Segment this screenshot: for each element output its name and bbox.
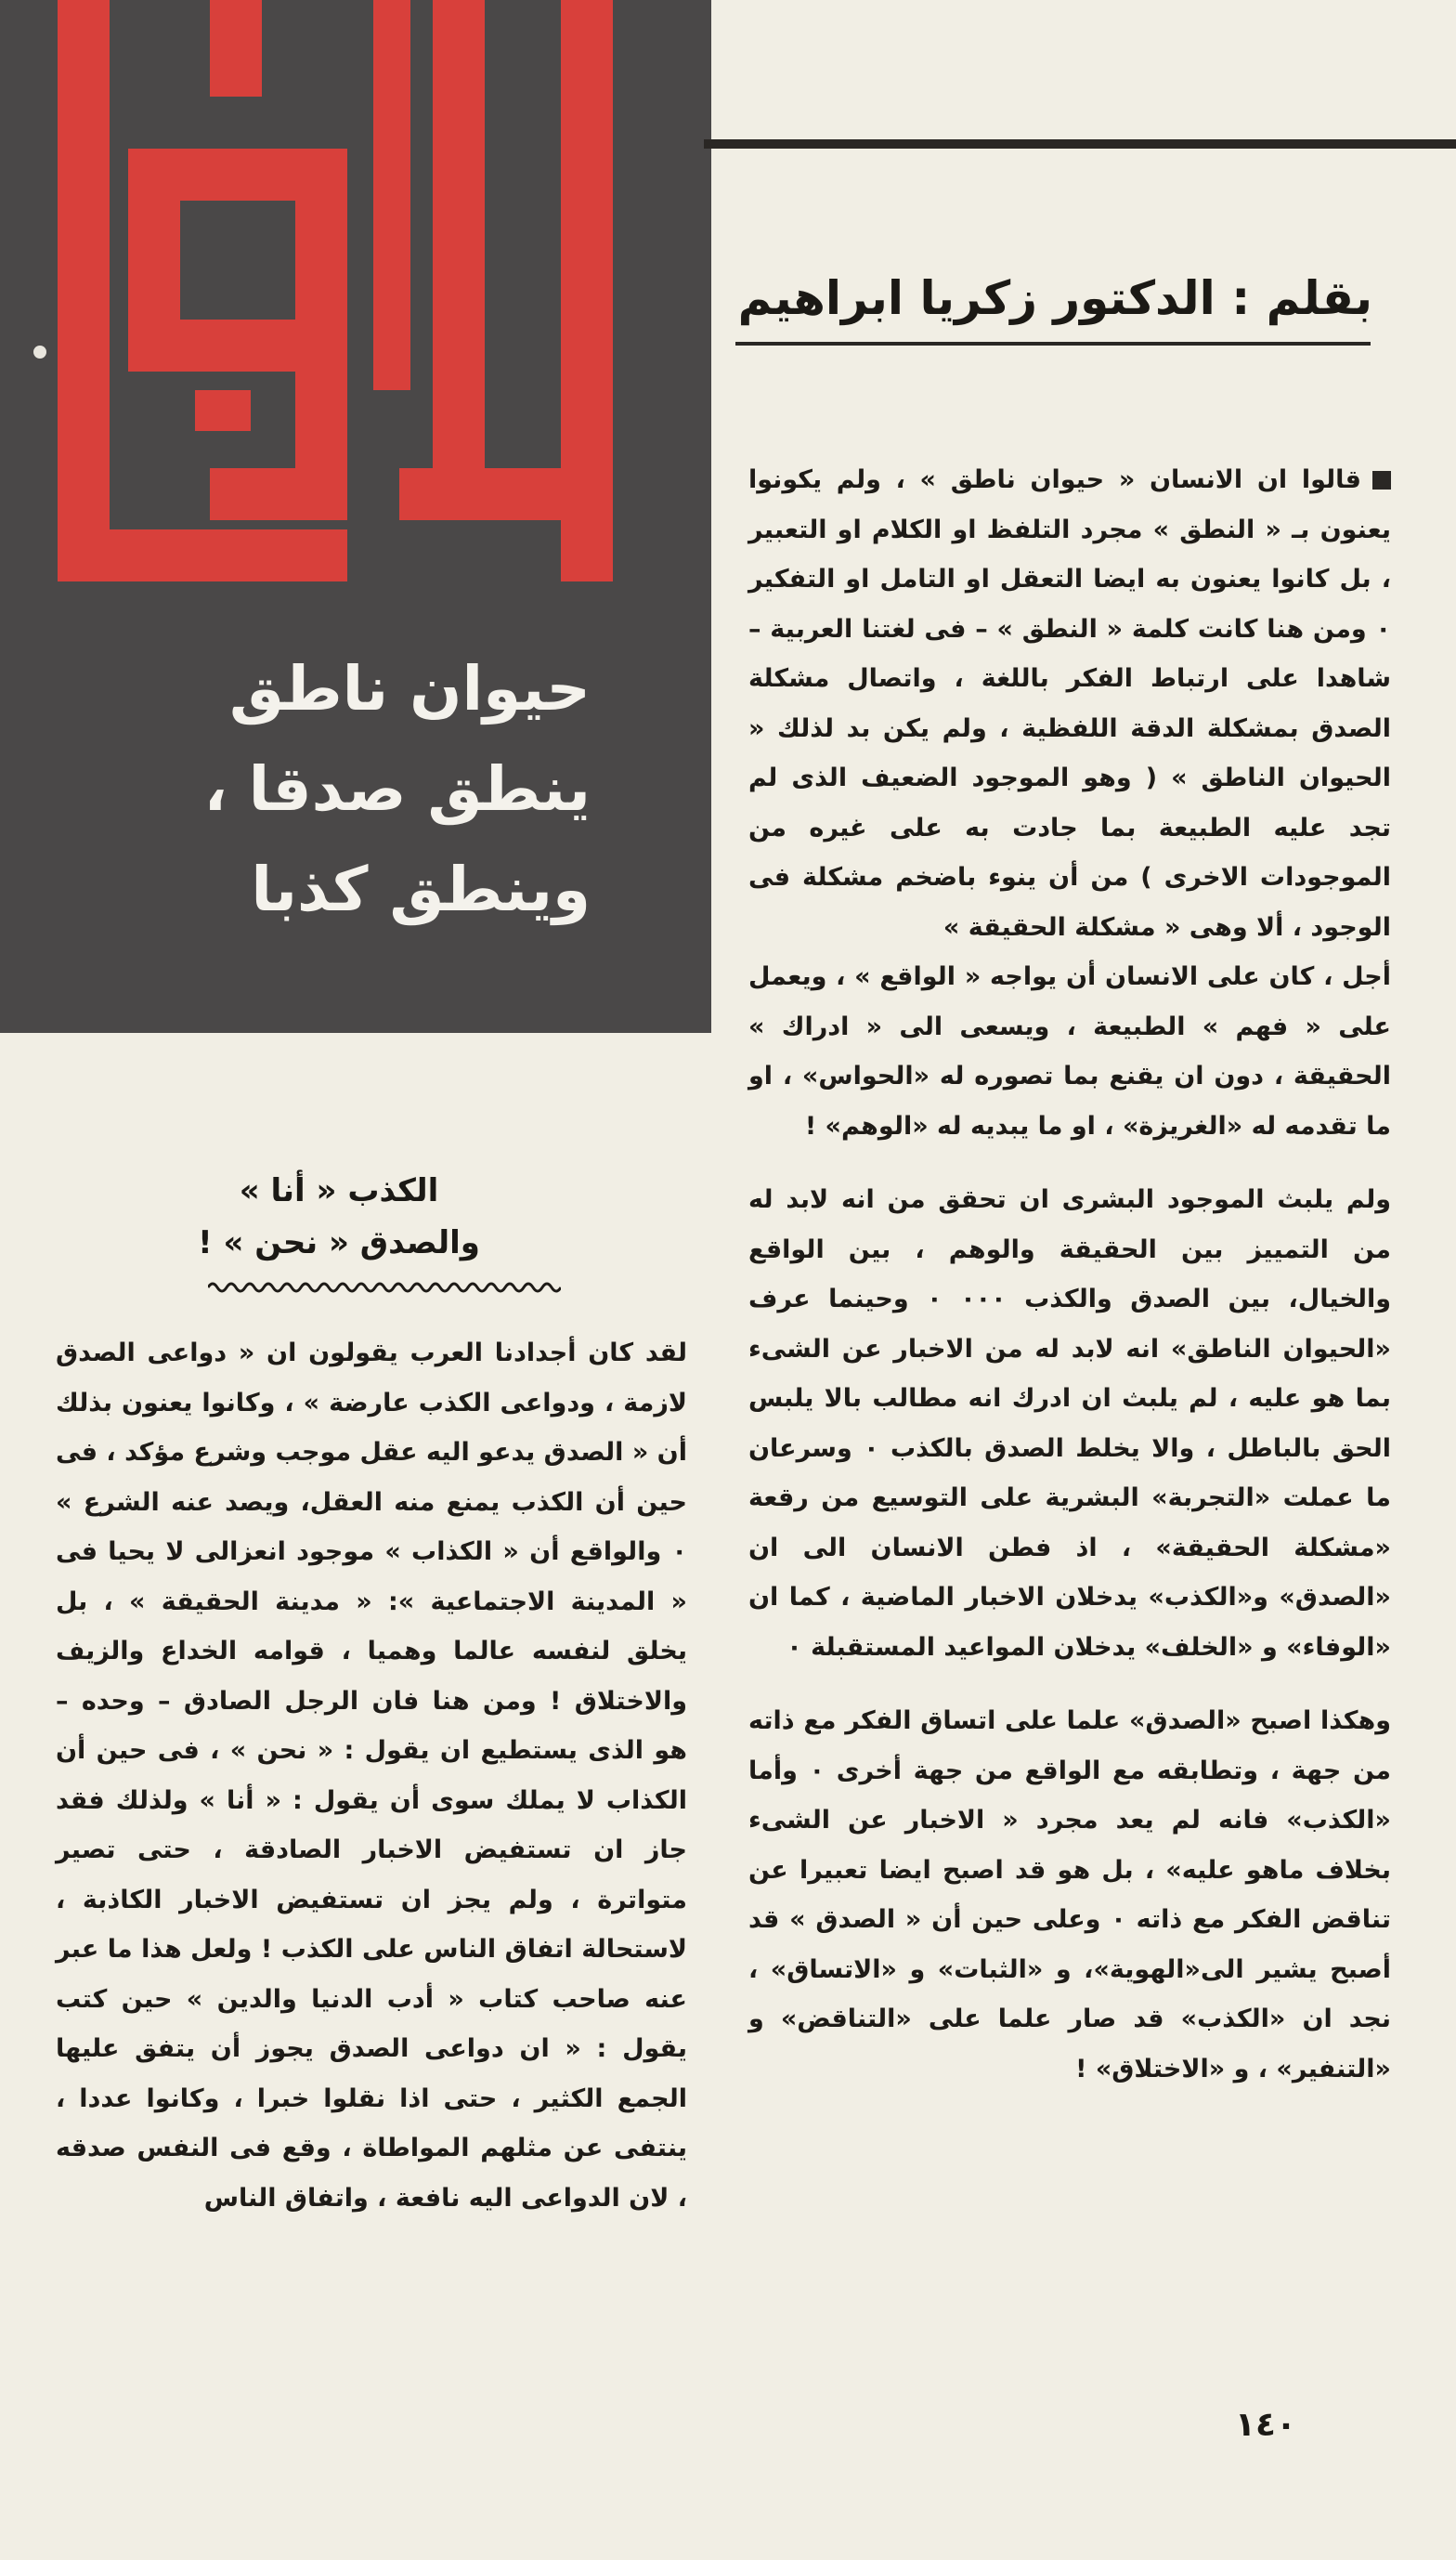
title-banner <box>0 0 711 1033</box>
author-byline: بقلم : الدكتور زكريا ابراهيم <box>737 271 1372 325</box>
subtitle-line-1: حيوان ناطق <box>228 653 591 725</box>
paragraph: لقد كان أجدادنا العرب يقولون ان « دواعى الصدق لازمة ، ودواعى الكذب عارضة » ، وكانوا يعنون بذلك أن « الصدق يدعو اليه عقل موجب وشرع مؤكد ، فى حين أن الكذب يمنع منه العقل، ويصد عنه الشرع » ٠ والواقع أن « الكذاب » موجود انعزالى لا يحيا فى « المدينة الاجتماعية »: « مدينة الحقيقة » ، بل يخلق لنفسه عالما وهميا ، قوامه الخداع والزيف والاختلاق ! ومن هنا فان الرجل الصادق – وحده – هو الذى يستطيع ان يقول : « نحن » ، فى حين أن الكذاب لا يملك سوى أن يقول : « أنا » ولذلك فقد جاز ان تستفيض الاخبار الصادقة ، حتى تصير متواترة ، ولم يجز ان تستفيض الاخبار الكاذبة ، لاستحالة اتفاق الناس على الكذب ! ولعل هذا ما عبر عنه صاحب كتاب « أدب الدنيا والدين » حين كتب يقول : « ان دواعى الصدق يجوز أن يتفق عليها الجمع الكثير ، حتى اذا نقلوا خبرا ، وكانوا عددا ، ينتفى عن مثلهم المواطاة ، وقع فى النفس صدقه ، لان الدواعى اليه نافعة ، واتفاق الناس <box>56 1339 687 2213</box>
banner-subtitle <box>15 639 591 940</box>
section-heading-line-2: والصدق « نحن » ! <box>198 1224 480 1261</box>
paragraph-text: قالوا ان الانسان « حيوان ناطق » ، ولم يكونوا يعنون بـ « النطق » مجرد التلفظ او الكلام او التعبير ، بل كانوا يعنون به ايضا التعقل او التامل او التفكير ٠ ومن هنا كانت كلمة « النطق » – فى لغتنا العربية – شاهدا على ارتباط الفكر باللغة ، واتصال مشكلة الصدق بمشكلة الدقة اللفظية ، ولم يكن بد لذلك « الحيوان الناطق » ( وهو الموجود الضعيف الذى لم تجد عليه الطبيعة بما جادت به على غيره من الموجودات الاخرى ) من أن ينوء باضخم مشكلة فى الوجود ، ألا وهى « مشكلة الحقيقة » <box>748 465 1391 942</box>
article-column-right <box>748 455 1391 2094</box>
paragraph: وهكذا اصبح «الصدق» علما على اتساق الفكر مع ذاته من جهة ، وتطابقه مع الواقع من جهة أخرى ٠ وأما «الكذب» فانه لم يعد مجرد « الاخبار عن الشىء بخلاف ماهو عليه» ، بل هو قد اصبح ايضا تعبيرا عن تناقض الفكر مع ذاته ٠ وعلى حين أن « الصدق » قد أصبح يشير الى«الهوية»، و «الثبات» و «الاتساق» ، نجد ان «الكذب» قد صار علما على «التناقض» و «التنفير» ، و «الاختلاق» ! <box>748 1706 1391 2083</box>
subtitle-line-2: ينطق صدقا ، <box>203 753 591 825</box>
square-bullet-icon <box>1372 471 1391 490</box>
paragraph <box>748 455 1391 952</box>
decorative-dot <box>33 346 46 359</box>
section-heading-line-1: الكذب « أنا » <box>239 1172 439 1209</box>
paragraph: أجل ، كان على الانسان أن يواجه « الواقع » ، ويعمل على « فهم » الطبيعة ، ويسعى الى « ادراك » الحقيقة ، دون ان يقنع بما تصوره له «الحواس» ، او ما تقدمه له «الغريزة» ، او ما يبديه له «الوهم» ! <box>748 962 1391 1141</box>
subtitle-line-3: وينطق كذبا <box>251 854 591 925</box>
wavy-underline <box>208 1278 561 1297</box>
page-number: ١٤٠ <box>1235 2406 1296 2444</box>
article-column-left <box>56 1328 687 2223</box>
paragraph: ولم يلبث الموجود البشرى ان تحقق من انه لابد له من التمييز بين الحقيقة والوهم ، بين الواقع والخيال، بين الصدق والكذب ٠٠٠ ٠ وحينما عرف «الحيوان الناطق» انه لابد له من الاخبار عن الشىء بما هو عليه ، لم يلبث ان ادرك انه مطالب بالا يلبس الحق بالباطل ، والا يخلط الصدق بالكذب ٠ وسرعان ما عملت «التجربة» البشرية على التوسيع من رقعة «مشكلة الحقيقة» ، اذ فطن الانسان الى ان «الصدق» و«الكذب» يدخلان الاخبار الماضية ، كما ان «الوفاء» و «الخلف» يدخلان المواعيد المستقبلة ٠ <box>748 1185 1391 1662</box>
section-heading <box>139 1165 539 1269</box>
kufic-title-art <box>0 0 711 594</box>
author-underline <box>735 342 1371 346</box>
top-rule <box>704 139 1456 149</box>
